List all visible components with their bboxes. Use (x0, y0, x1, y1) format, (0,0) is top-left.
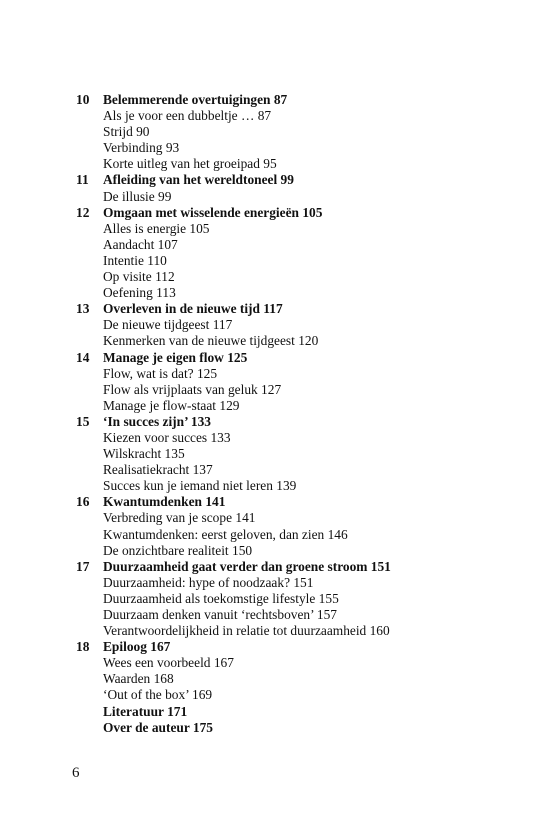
page-number: 6 (72, 765, 80, 781)
toc-section-row (76, 543, 536, 559)
toc-chapter-row (76, 414, 536, 430)
toc-section-row (76, 446, 536, 462)
toc-section-row (76, 108, 536, 124)
toc-section-row (76, 623, 536, 639)
toc-entry-text: Duurzaamheid gaat verder dan groene stroom 151 (103, 558, 391, 574)
toc-entry-text: Epiloog 167 (103, 639, 171, 655)
toc-section-row (76, 140, 536, 156)
toc-entry-text: Wees een voorbeeld 167 (103, 655, 234, 671)
toc-entry-text: Succes kun je iemand niet leren 139 (103, 478, 297, 494)
table-of-contents (76, 92, 536, 736)
toc-entry-text: Duurzaamheid: hype of noodzaak? 151 (103, 574, 314, 590)
chapter-number: 10 (76, 92, 90, 107)
chapter-number: 14 (76, 349, 90, 365)
toc-section-row (76, 269, 536, 285)
chapter-number: 15 (76, 413, 90, 429)
toc-section-row (76, 687, 536, 703)
toc-section-row (76, 430, 536, 446)
toc-entry-text: Intentie 110 (103, 252, 167, 268)
toc-entry-text: De nieuwe tijdgeest 117 (103, 317, 233, 333)
toc-chapter-row (76, 494, 536, 510)
toc-entry-text: Strijd 90 (103, 124, 150, 140)
toc-section-row (76, 285, 536, 301)
toc-section-row (76, 382, 536, 398)
toc-section-row (76, 462, 536, 478)
toc-entry-text: ‘Out of the box’ 169 (103, 687, 213, 703)
toc-section-row (76, 510, 536, 526)
toc-section-row (76, 671, 536, 687)
toc-entry-text: Duurzaamheid als toekomstige lifestyle 155 (103, 590, 339, 606)
toc-entry-text: Oefening 113 (103, 285, 176, 301)
toc-entry-text: Als je voor een dubbeltje … 87 (103, 108, 272, 124)
toc-section-row (76, 237, 536, 253)
toc-entry-text: Kiezen voor succes 133 (103, 429, 231, 445)
toc-entry-text: Op visite 112 (103, 269, 175, 285)
toc-entry-text: Belemmerende overtuigingen 87 (103, 92, 288, 107)
toc-section-row (76, 591, 536, 607)
toc-chapter-row (76, 639, 536, 655)
toc-chapter-row (76, 172, 536, 188)
toc-appendix-row (76, 720, 536, 736)
toc-entry-text: Wilskracht 135 (103, 446, 185, 462)
toc-entry-text: Omgaan met wisselende energieën 105 (103, 204, 323, 220)
toc-entry-text: Flow, wat is dat? 125 (103, 365, 218, 381)
toc-chapter-row (76, 205, 536, 221)
toc-entry-text: Korte uitleg van het groeipad 95 (103, 156, 277, 172)
toc-entry-text: Flow als vrijplaats van geluk 127 (103, 381, 282, 397)
toc-entry-text: Literatuur 171 (103, 703, 188, 719)
toc-entry-text: Aandacht 107 (103, 236, 178, 252)
toc-entry-text: Manage je eigen flow 125 (103, 349, 248, 365)
toc-entry-text: Kenmerken van de nieuwe tijdgeest 120 (103, 333, 319, 349)
chapter-number: 17 (76, 558, 90, 574)
chapter-number: 11 (76, 172, 89, 188)
toc-entry-text: Afleiding van het wereldtoneel 99 (103, 172, 294, 188)
toc-section-row (76, 655, 536, 671)
toc-section-row (76, 317, 536, 333)
chapter-number: 13 (76, 301, 90, 317)
chapter-number: 18 (76, 639, 90, 655)
toc-appendix-row (76, 704, 536, 720)
toc-entry-text: Verbreding van je scope 141 (103, 510, 256, 526)
toc-entry-text: De illusie 99 (103, 188, 172, 204)
toc-chapter-row (76, 92, 536, 108)
toc-entry-text: Kwantumdenken: eerst geloven, dan zien 146 (103, 526, 348, 542)
toc-section-row (76, 527, 536, 543)
toc-entry-text: Verantwoordelijkheid in relatie tot duurzaamheid 160 (103, 623, 390, 639)
toc-section-row (76, 221, 536, 237)
toc-section-row (76, 189, 536, 205)
toc-chapter-row (76, 301, 536, 317)
toc-entry-text: Over de auteur 175 (103, 719, 213, 735)
toc-section-row (76, 478, 536, 494)
toc-entry-text: Verbinding 93 (103, 140, 180, 156)
toc-entry-text: Realisatiekracht 137 (103, 462, 213, 478)
toc-section-row (76, 333, 536, 349)
toc-entry-text: De onzichtbare realiteit 150 (103, 542, 253, 558)
chapter-number: 12 (76, 204, 90, 220)
toc-section-row (76, 575, 536, 591)
toc-section-row (76, 253, 536, 269)
toc-entry-text: Overleven in de nieuwe tijd 117 (103, 301, 283, 317)
toc-entry-text: ‘In succes zijn’ 133 (103, 413, 211, 429)
toc-entry-text: Alles is energie 105 (103, 220, 210, 236)
toc-section-row (76, 156, 536, 172)
toc-section-row (76, 607, 536, 623)
toc-section-row (76, 398, 536, 414)
toc-chapter-row (76, 350, 536, 366)
toc-section-row (76, 366, 536, 382)
toc-entry-text: Kwantumdenken 141 (103, 494, 226, 510)
toc-entry-text: Manage je flow-staat 129 (103, 397, 240, 413)
chapter-number: 16 (76, 494, 90, 510)
toc-entry-text: Waarden 168 (103, 671, 174, 687)
toc-entry-text: Duurzaam denken vanuit ‘rechtsboven’ 157 (103, 607, 338, 622)
toc-section-row (76, 124, 536, 140)
toc-chapter-row (76, 559, 536, 575)
